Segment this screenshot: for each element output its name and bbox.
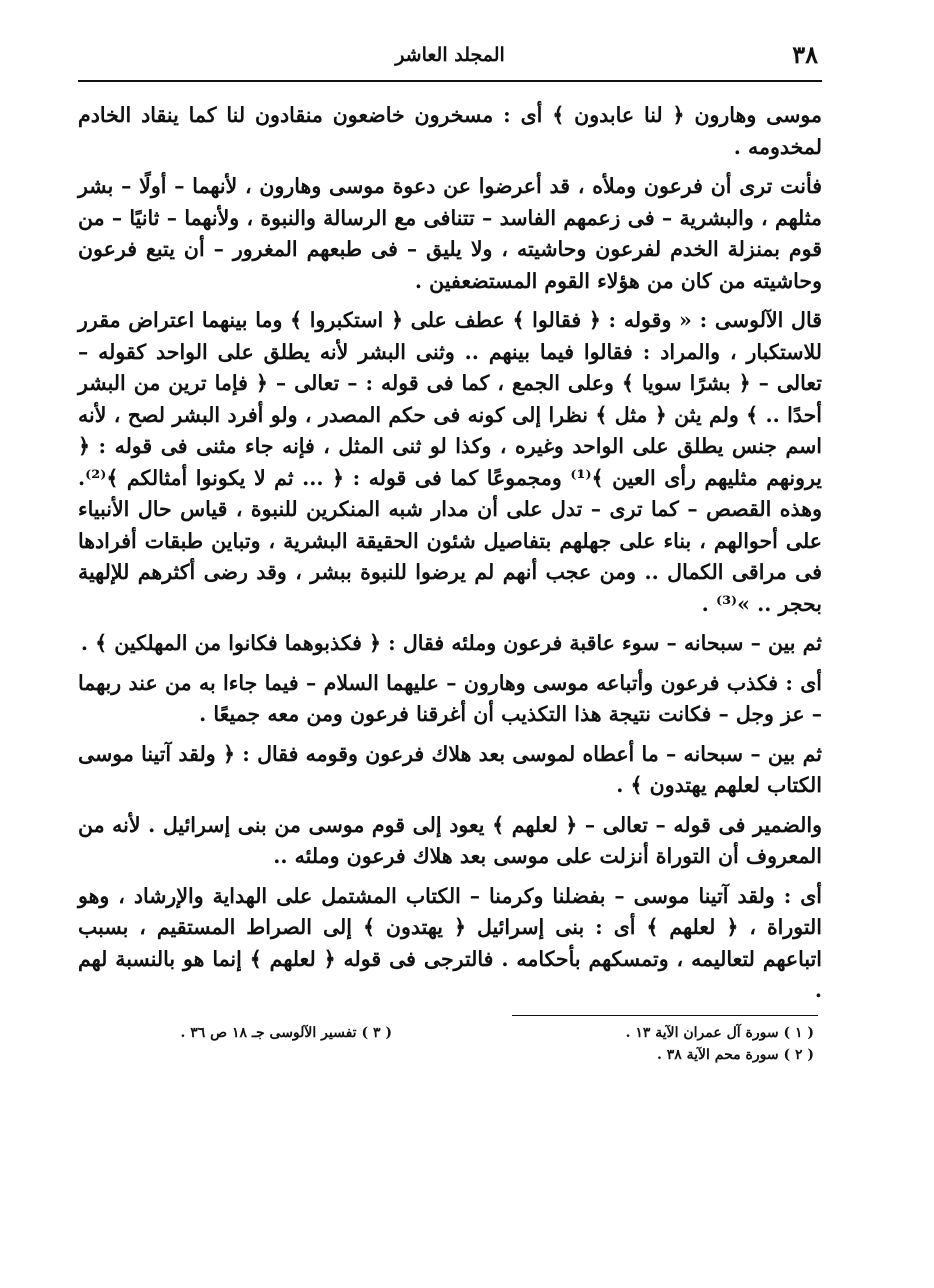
footnotes [78,1022,822,1072]
body-text [78,100,822,1007]
paragraph: ثم بين – سبحانه – ما أعطاه لموسى بعد هلاك فرعون وقومه فقال : ﴿ ولقد آتينا موسى الكتاب لعلهم يهتدون ﴾ . [78,741,822,797]
paragraph: ثم بين – سبحانه – سوء عاقبة فرعون وملئه فقال : ﴿ فكذبوهما فكانوا من المهلكين ﴾ . [80,631,822,655]
book-page [78,36,822,1072]
paragraph: والضمير فى قوله – تعالى – ﴿ لعلهم ﴾ يعود إلى قوم موسى من بنى إسرائيل . لأنه من المعروف أن التوراة أنزلت على موسى بعد هلاك فرعون وملئه .. [78,812,822,868]
footnote-divider [512,1015,818,1016]
page-header [78,36,822,82]
paragraph: أى : ولقد آتينا موسى – بفضلنا وكرمنا – الكتاب المشتمل على الهداية والإرشاد ، وهو التوراة ، ﴿ لعلهم ﴾ أى : بنى إسرائيل ﴿ يهتدون ﴾ إلى الصراط المستقيم ، بسبب اتباعهم لتعاليمه ، وتمسكهم بأحكامه . فالترجى فى قوله ﴿ لعلهم ﴾ إنما هو بالنسبة لهم . [78,883,822,1002]
page-number: ٣٨ [792,40,818,69]
footnote-1: ( ١ ) سورة آل عمران الآية ١٣ . [625,1024,814,1041]
paragraph: أى : فكذب فرعون وأتباعه موسى وهارون – عليهما السلام – فيما جاءا به من عند ربهما – عز وجل – فكانت نتيجة هذا التكذيب أن أغرقنا فرعون ومن معه جميعًا . [78,670,822,726]
footnote-2: ( ٢ ) سورة محم الآية ٣٨ . [656,1046,814,1063]
running-head: المجلد العاشر [395,44,505,66]
footnote-3: ( ٣ ) تفسير الآلوسى جـ ١٨ ص ٣٦ . [180,1024,392,1041]
paragraph: موسى وهارون ﴿ لنا عابدون ﴾ أى : مسخرون خاضعون منقادون لنا كما ينقاد الخادم لمخدومه . [78,103,822,159]
paragraph: قال الآلوسى : « وقوله : ﴿ فقالوا ﴾ عطف على ﴿ استكبروا ﴾ وما بينهما اعتراض مقرر للاستكبار ، والمراد : فقالوا فيما بينهم .. وثنى البشر لأنه يطلق على الواحد كقوله – تعالى – ﴿ بشرًا سويا ﴾ وعلى الجمع ، كما فى قوله : – تعالى – ﴿ فإما ترين من البشر أحدًا .. ﴾ ولم يثن ﴿ مثل ﴾ نظرا إلى كونه فى حكم المصدر ، ولو أفرد البشر لصح ، لأنه اسم جنس يطلق على الواحد وغيره ، وكذا لو ثنى المثل ، فإنه جاء مثنى فى قوله : ﴿ يرونهم مثليهم رأى العين ﴾⁽¹⁾ ومجموعًا كما فى قوله : ﴿ ... ثم لا يكونوا أمثالكم ﴾⁽²⁾. وهذه القصص – كما ترى – تدل على أن مدار شبه المنكرين للنبوة ، قياس حال الأنبياء على أحوالهم ، بناء على جهلهم بتفاصيل شئون الحقيقة البشرية ، وتباين طبقات أفرادها فى مراقى الكمال .. ومن عجب أنهم لم يرضوا للنبوة ببشر ، وقد رضى أكثرهم للإلهية بحجر .. »⁽³⁾ . [78,308,822,616]
footnotes-right-column [626,1022,814,1066]
paragraph: فأنت ترى أن فرعون وملأه ، قد أعرضوا عن دعوة موسى وهارون ، لأنهما – أولًا – بشر مثلهم ، والبشرية – فى زعمهم الفاسد – تتنافى مع الرسالة والنبوة ، ولأنهما – ثانيًا – من قوم بمنزلة الخدم لفرعون وحاشيته ، ولا يليق – فى طبعهم المغرور – أن يتبع فرعون وحاشيته من كان من هؤلاء القوم المستضعفين . [78,174,822,293]
footnotes-left-column [180,1022,392,1044]
